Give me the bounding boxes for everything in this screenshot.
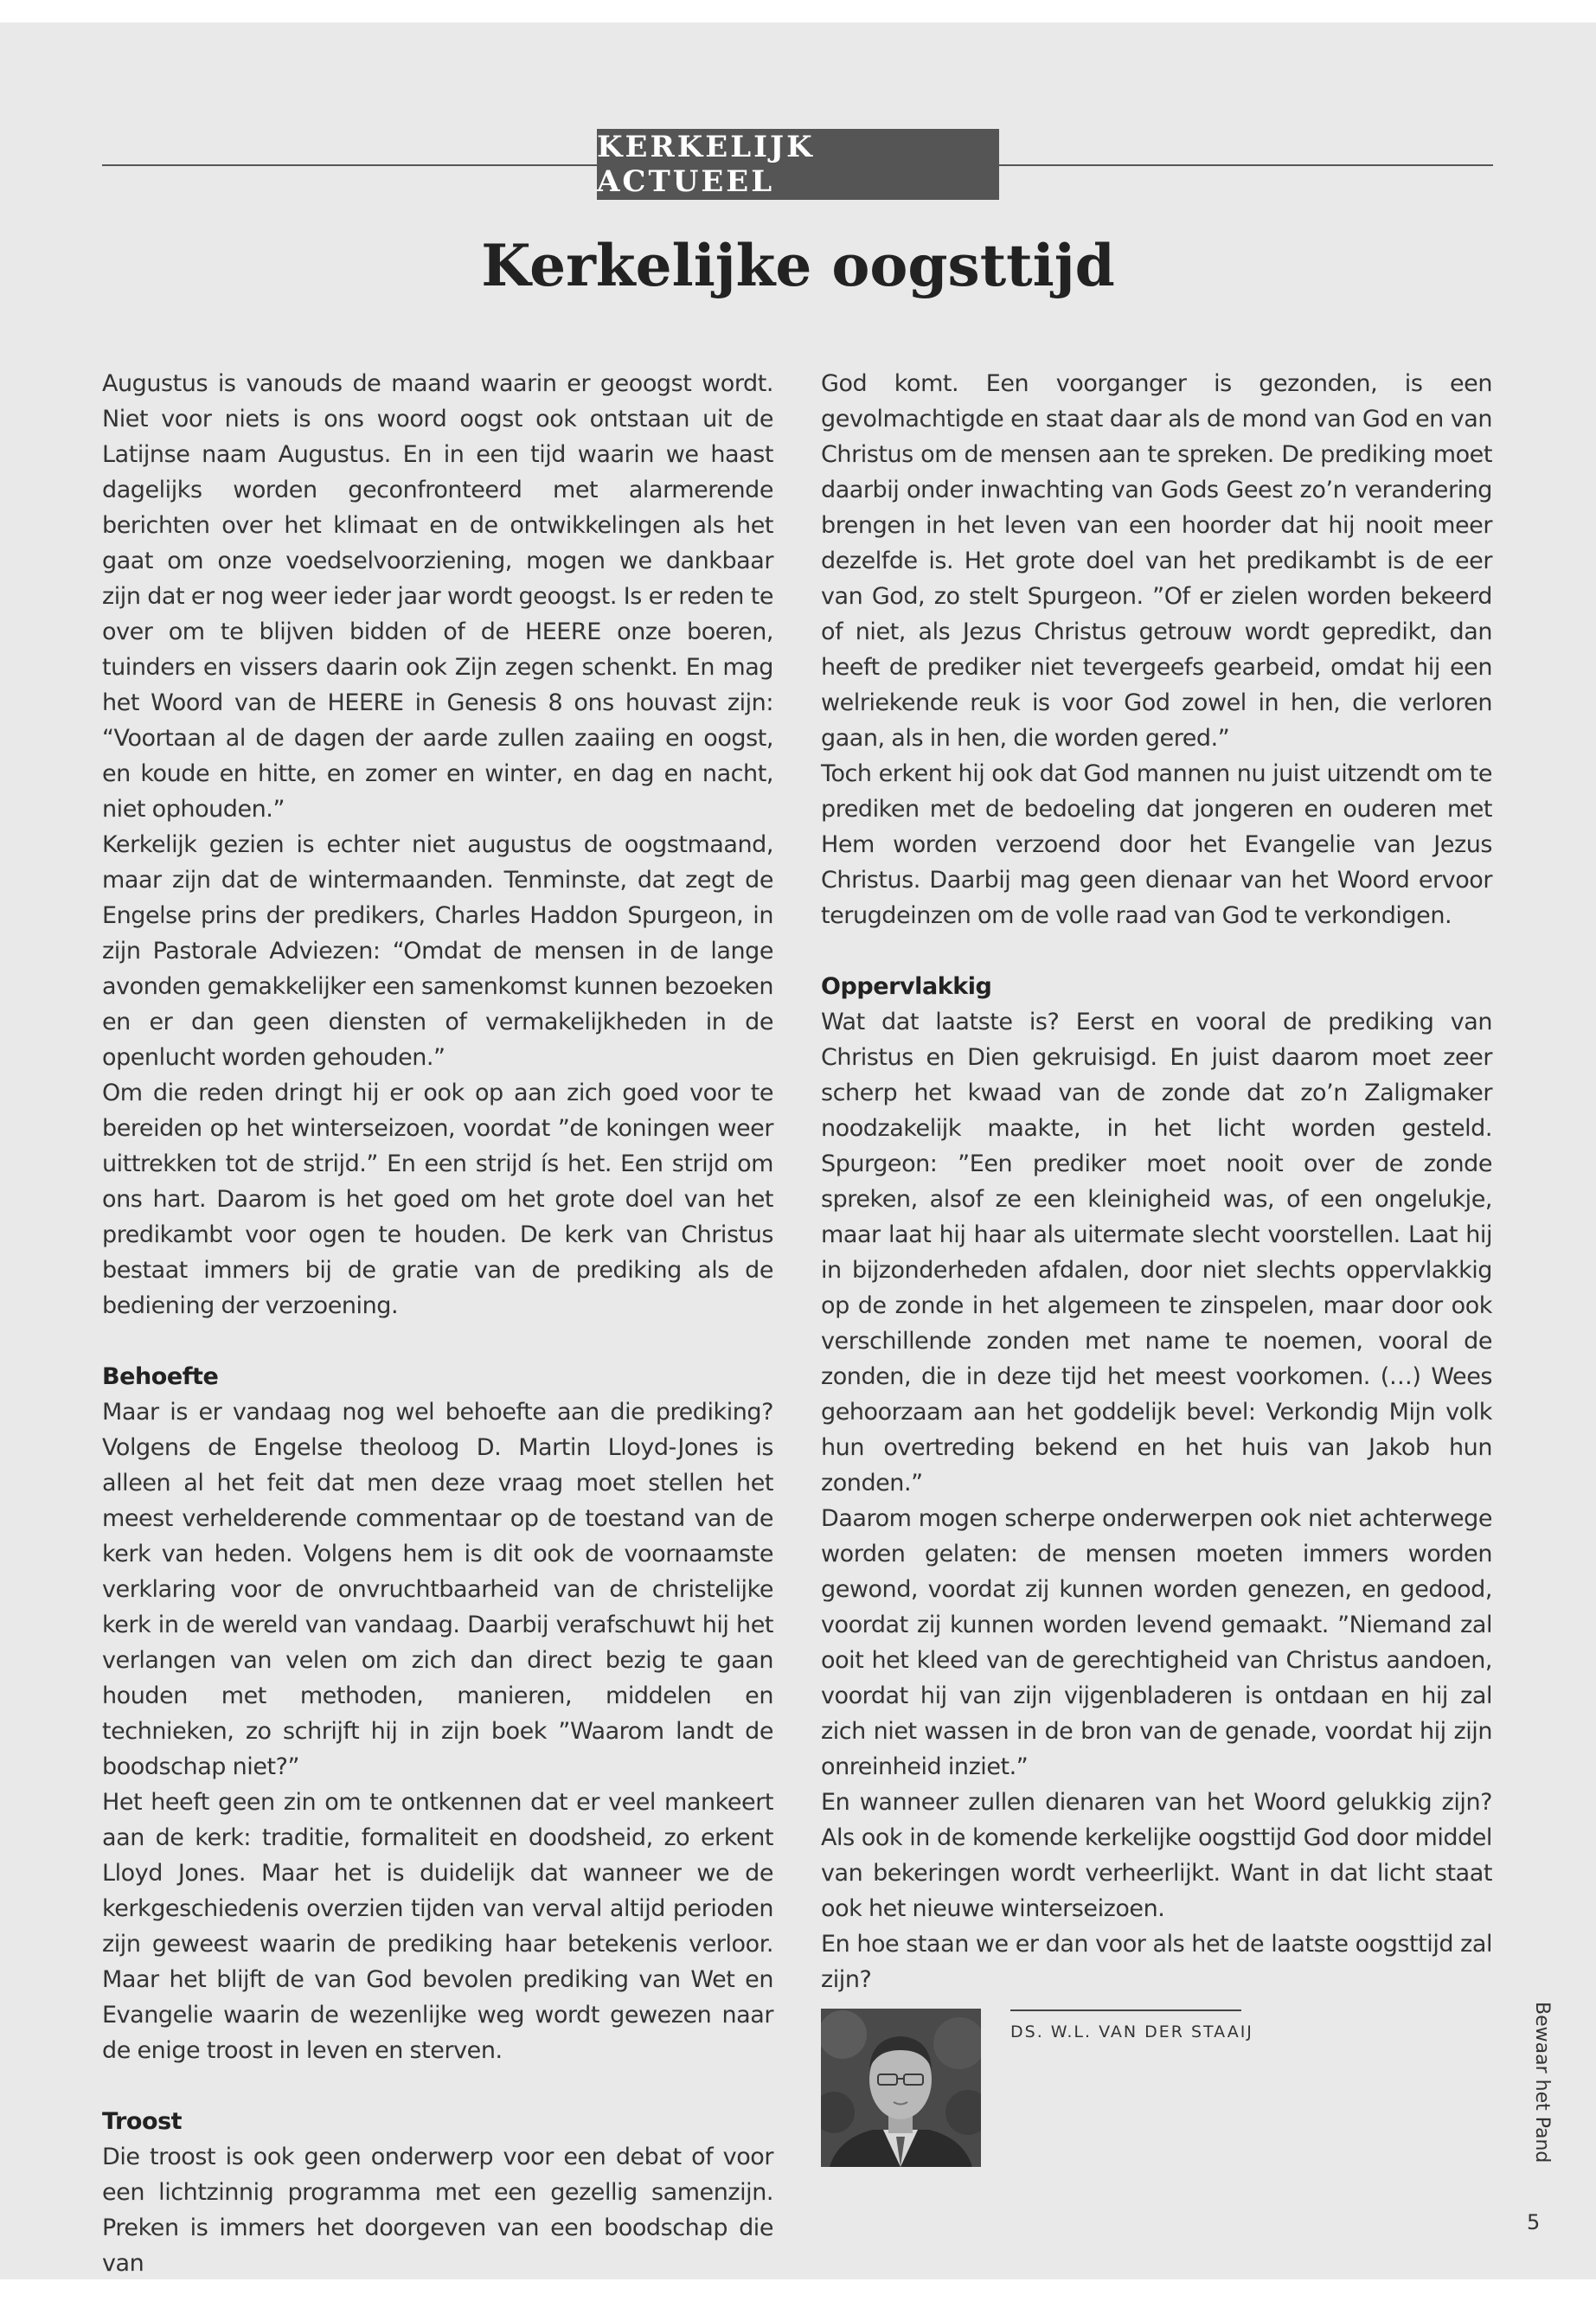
subheading-oppervlakkig: Oppervlakkig [821,973,992,1000]
article-title: Kerkelijke oogsttijd [481,232,1115,299]
author-photo [821,2009,981,2167]
author-byline: DS. W.L. VAN DER STAAIJ [1010,2022,1253,2041]
paragraph: Daarom mogen scherpe onderwerpen ook niet achterwege worden gelaten: de mensen moeten immers worden gewond, voordat zij kunnen worden genezen, en gedood, voordat zij kunnen worden levend gemaakt. ”Niemand zal ooit het kleed van de gerechtigheid van Christus aandoen, voordat hij van zijn vijgenbladeren is ontdaan en hij zal zich niet wassen in de bron van de genade, voordat hij zijn onreinheid inziet.” [821,1505,1492,1780]
spacer [821,933,1492,969]
spacer [102,2068,773,2104]
spacer [102,1324,773,1359]
paragraph: En wanneer zullen dienaren van het Woord gelukkig zijn? Als ook in de komende kerkelijke oogsttijd God door middel van bekeringen wordt verheerlijkt. Want in dat licht staat ook het nieuwe winterseizoen. [821,1789,1492,1922]
page-number: 5 [1527,2210,1541,2234]
right-column [821,366,1492,1997]
paragraph: Maar is er vandaag nog wel behoefte aan die prediking? Volgens de Engelse theoloog D. Martin Lloyd-Jones is alleen al het feit dat men deze vraag moet stellen het meest verhelderende commentaar op de toestand van de kerk van heden. Volgens hem is dit ook de voornaamste verklaring voor de onvruchtbaarheid van de christelijke kerk in de wereld van vandaag. Daarbij verafschuwt hij het verlangen van velen om zich dan direct bezig te gaan houden met methoden, manieren, middelen en technieken, zo schrijft hij in zijn boek ”Waarom landt de boodschap niet?” [102,1399,773,1780]
subheading-troost: Troost [102,2108,183,2135]
paragraph: Om die reden dringt hij er ook op aan zich goed voor te bereiden op het winterseizoen, voordat ”de koningen weer uittrekken tot de strijd.” En een strijd ís het. Een strijd om ons hart. Daarom is het goed om het grote doel van het predikambt voor ogen te houden. De kerk van Christus bestaat immers bij de gratie van de prediking als de bediening der verzoening. [102,1080,773,1319]
section-label: KERKELIJK ACTUEEL [597,129,999,200]
paragraph: Augustus is vanouds de maand waarin er geoogst wordt. Niet voor niets is ons woord oogst ook ontstaan uit de Latijnse naam Augustus. En in een tijd waarin we haast dagelijks worden geconfronteerd met alarmerende berichten over het klimaat en de ontwikkelingen als het gaat om onze voedselvoorziening, mogen we dankbaar zijn dat er nog weer ieder jaar wordt geoogst. Is er reden te over om te blijven bidden of de HEERE onze boeren, tuinders en vissers daarin ook Zijn zegen schenkt. En mag het Woord van de HEERE in Genesis 8 ons houvast zijn: “Voortaan al de dagen der aarde zullen zaaiing en oogst, en koude en hitte, en zomer en winter, en dag en nacht, niet ophouden.” [102,370,773,823]
byline-rule [1010,2009,1241,2011]
paragraph: Kerkelijk gezien is echter niet augustus de oogstmaand, maar zijn dat de wintermaanden. Tenminste, dat zegt de Engelse prins der predikers, Charles Haddon Spurgeon, in zijn Pastorale Adviezen: “Omdat de mensen in de lange avonden gemakkelijker een samenkomst kunnen bezoeken en er dan geen diensten of vermakelijkheden in de openlucht worden gehouden.” [102,831,773,1071]
paragraph: Toch erkent hij ook dat God mannen nu juist uitzendt om te prediken met de bedoeling dat jongeren en ouderen met Hem worden verzoend door het Evangelie van Jezus Christus. Daarbij mag geen dienaar van het Woord ervoor terugdeinzen om de volle raad van God te verkondigen. [821,760,1492,929]
subheading-behoefte: Behoefte [102,1363,219,1390]
left-column [102,366,773,2281]
paragraph: En hoe staan we er dan voor als het de laatste oogsttijd zal zijn? [821,1931,1492,1993]
paragraph: Die troost is ook geen onderwerp voor een debat of voor een lichtzinnig programma met een gezellig samenzijn. Preken is immers het doorgeven van een boodschap die van [102,2144,773,2277]
paragraph: Het heeft geen zin om te ontkennen dat er veel mankeert aan de kerk: traditie, formaliteit en doodsheid, zo erkent Lloyd Jones. Maar het is duidelijk dat wanneer we de kerkgeschiedenis overzien tijden van verval altijd perioden zijn geweest waarin de prediking haar betekenis verloor. Maar het blijft de van God bevolen prediking van Wet en Evangelie waarin de wezenlijke weg wordt gewezen naar de enige troost in leven en sterven. [102,1789,773,2064]
paragraph: God komt. Een voorganger is gezonden, is een gevolmachtigde en staat daar als de mond van God en van Christus om de mensen aan te spreken. De prediking moet daarbij onder inwachting van Gods Geest zo’n verandering brengen in het leven van een hoorder dat hij nooit meer dezelfde is. Het grote doel van het predikambt is de eer van God, zo stelt Spurgeon. ”Of er zielen worden bekeerd of niet, als Jezus Christus getrouw wordt gepredikt, dan heeft de prediker niet tevergeefs gearbeid, omdat hij een welriekende reuk is voor God zowel in hen, die verloren gaan, als in hen, die worden gered.” [821,370,1492,752]
publication-name: Bewaar het Pand [1531,2002,1553,2163]
paragraph: Wat dat laatste is? Eerst en vooral de prediking van Christus en Dien gekruisigd. En juist daarom moet zeer scherp het kwaad van de zonde dat zo’n Zaligmaker noodzakelijk maakte, in het licht worden gesteld. Spurgeon: ”Een prediker moet nooit over de zonde spreken, alsof ze een kleinigheid was, of een ongelukje, maar laat hij haar als uitermate slecht voorstellen. Laat hij in bijzonderheden afdalen, door niet slechts oppervlakkig op de zonde in het algemeen te zinspelen, maar door ook verschillende zonden met name te noemen, vooral de zonden, die in deze tijd het meest voorkomen. (…) Wees gehoorzaam aan het goddelijk bevel: Verkondig Mijn volk hun overtreding bekend en het huis van Jakob hun zonden.” [821,1009,1492,1497]
